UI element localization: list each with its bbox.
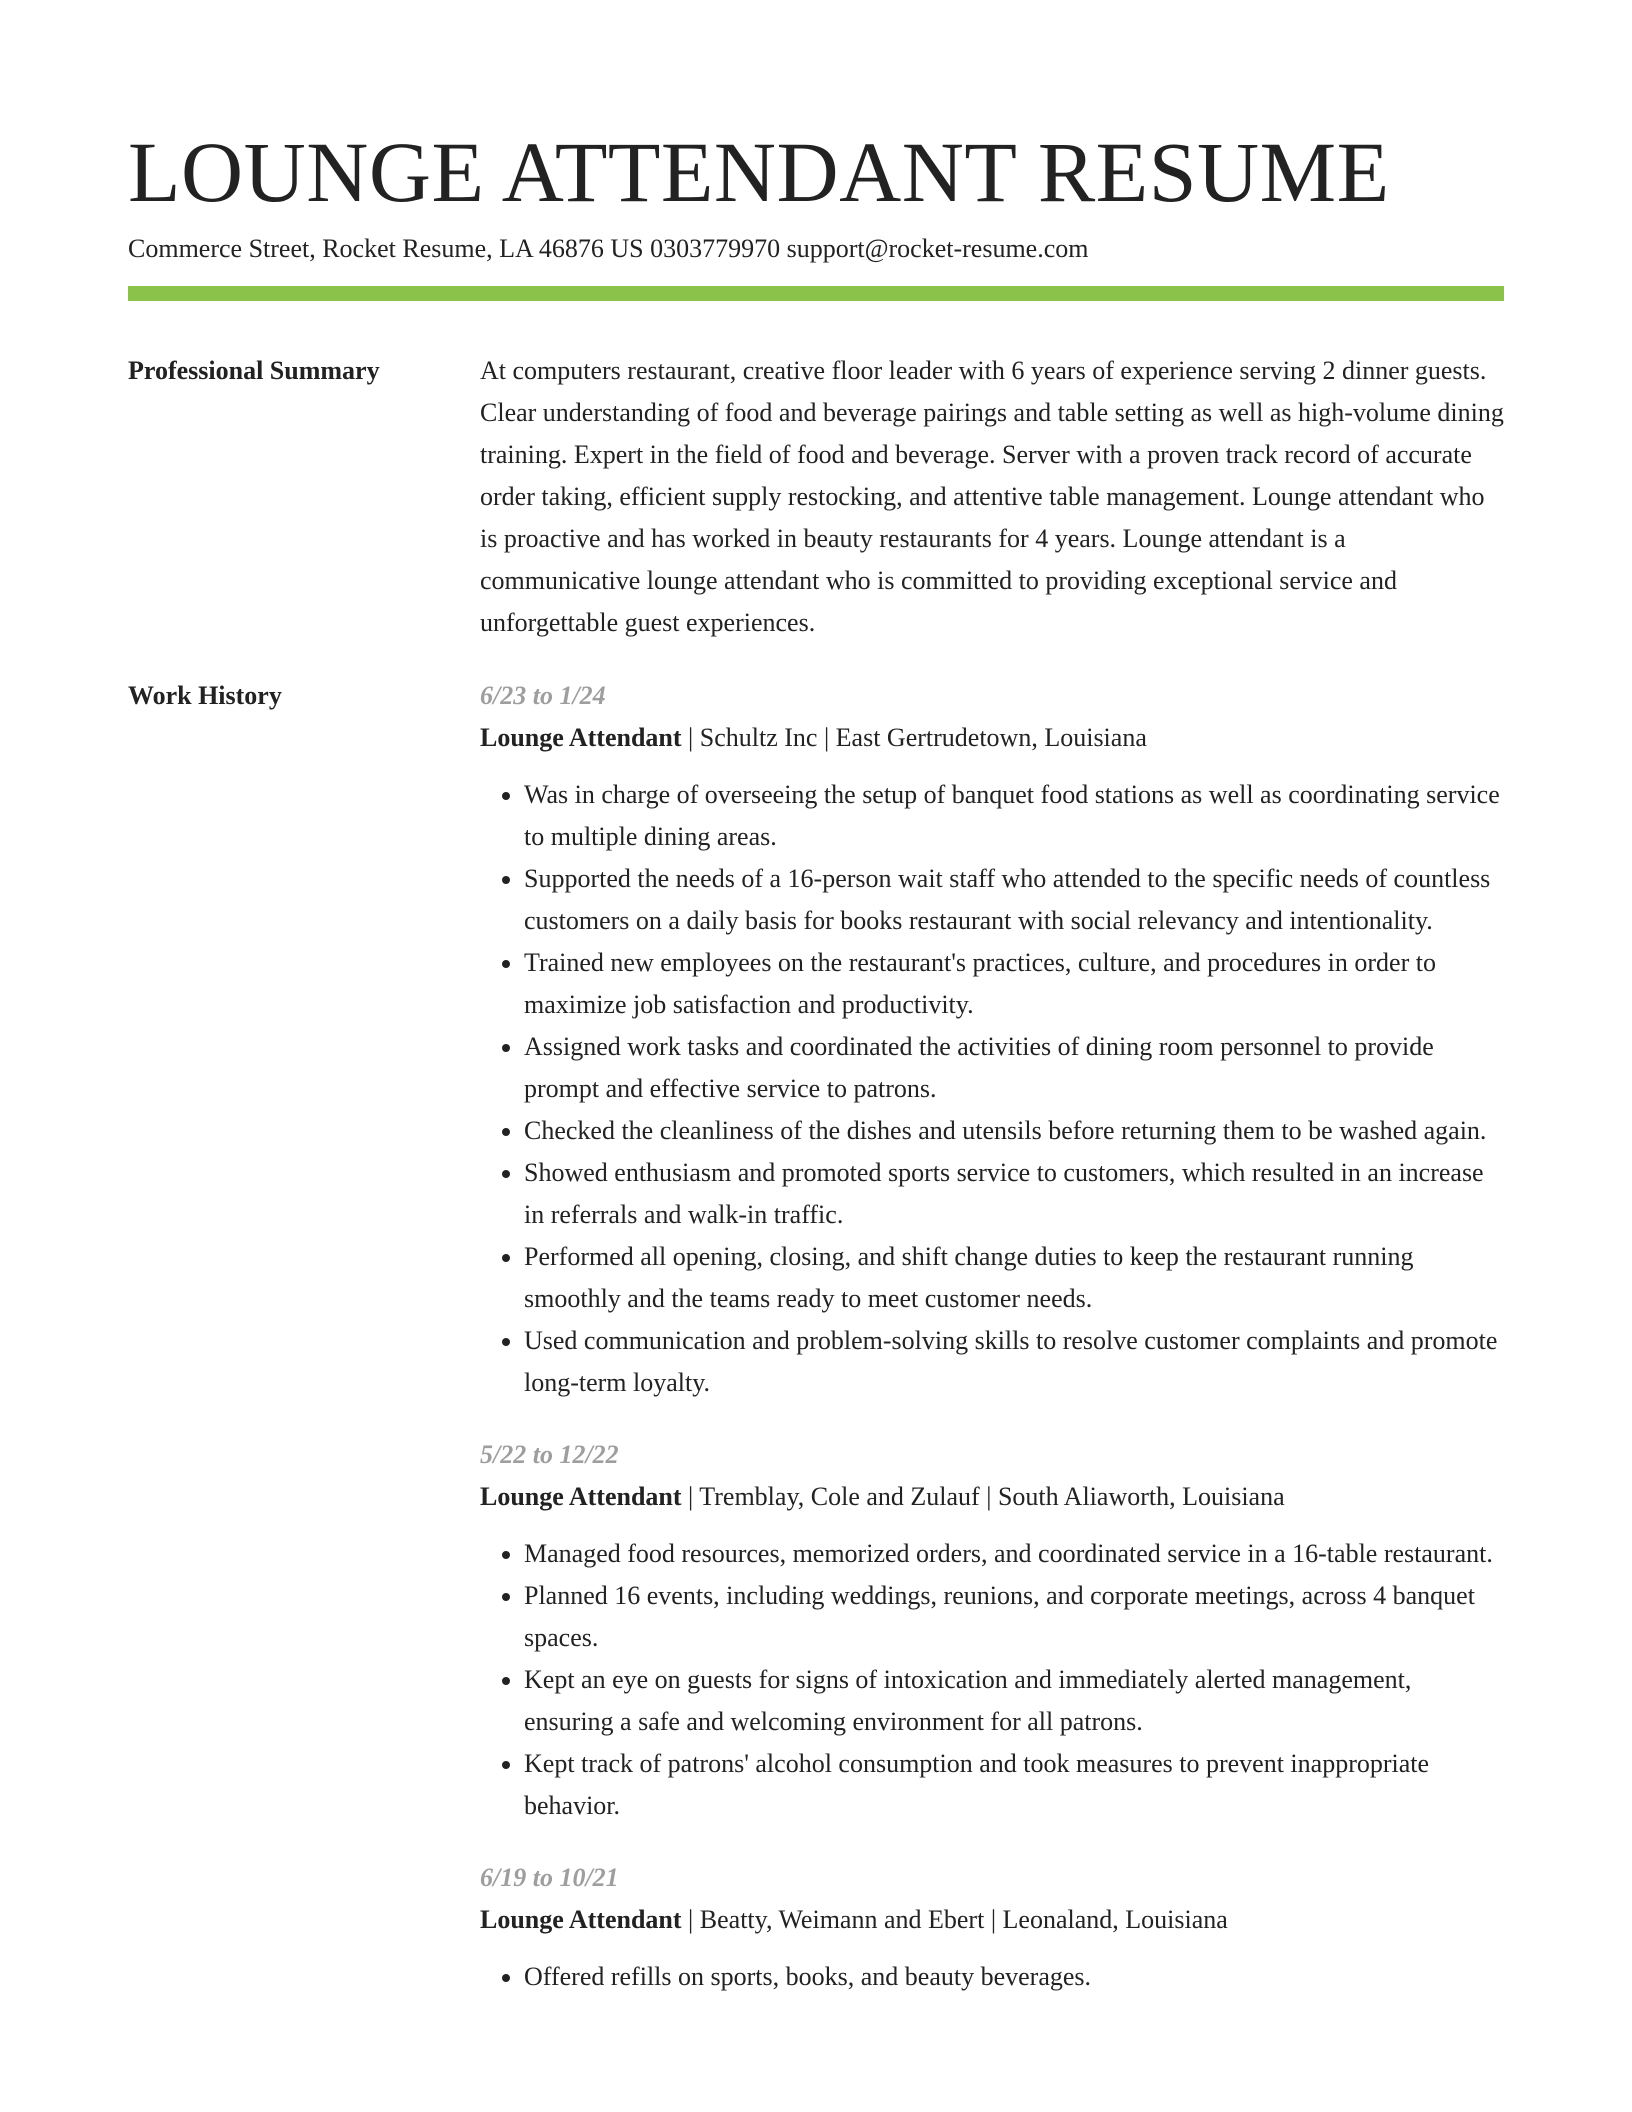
job-separator: | (984, 1905, 1003, 1934)
job-company: Schultz Inc (699, 723, 818, 752)
job-date: 5/22 to 12/22 (480, 1440, 619, 1469)
job-bullet: • Supported the needs of a 16-person wait staff who attended to the specific needs of countless customers on a daily basis for books restaurant with social relevancy and intentionality. (524, 858, 1504, 942)
job-entry (480, 675, 1504, 1404)
job-bullets (480, 1533, 1504, 1827)
job-location: South Aliaworth, Louisiana (997, 1482, 1285, 1511)
job-location: East Gertrudetown, Louisiana (835, 723, 1147, 752)
job-entry (480, 1857, 1504, 1998)
job-date: 6/19 to 10/21 (480, 1863, 619, 1892)
job-heading (480, 1899, 1504, 1941)
job-location: Leonaland, Louisiana (1002, 1905, 1228, 1934)
job-bullets (480, 774, 1504, 1404)
job-date: 6/23 to 1/24 (480, 681, 606, 710)
job-separator: | (681, 1905, 700, 1934)
job-bullet: • Managed food resources, memorized orders, and coordinated service in a 16-table restaurant. (524, 1533, 1504, 1575)
job-bullet: • Planned 16 events, including weddings, reunions, and corporate meetings, across 4 banquet spaces. (524, 1575, 1504, 1659)
header-divider (128, 286, 1504, 301)
job-separator: | (979, 1482, 998, 1511)
summary-text: At computers restaurant, creative floor leader with 6 years of experience serving 2 dinner guests. Clear understanding of food and beverage pairings and table setting as well as high-volume dining training. Expert in the field of food and beverage. Server with a proven track record of accurate order taking, efficient supply restocking, and attentive table management. Lounge attendant who is proactive and has worked in beauty restaurants for 4 years. Lounge attendant is a communicative lounge attendant who is committed to providing exceptional service and unforgettable guest experiences. (480, 356, 1504, 637)
job-heading (480, 717, 1504, 759)
job-company: Beatty, Weimann and Ebert (699, 1905, 985, 1934)
summary-body (480, 350, 1504, 644)
job-title: Lounge Attendant (480, 723, 682, 752)
job-title: Lounge Attendant (480, 1905, 682, 1934)
job-separator: | (681, 1482, 700, 1511)
work-history-label: Work History (128, 681, 282, 710)
job-separator: | (817, 723, 836, 752)
job-bullet: • Offered refills on sports, books, and beauty beverages. (524, 1956, 1504, 1998)
job-title: Lounge Attendant (480, 1482, 682, 1511)
resume-title: LOUNGE ATTENDANT RESUME (128, 124, 1390, 220)
job-company: Tremblay, Cole and Zulauf (699, 1482, 980, 1511)
job-bullet: • Showed enthusiasm and promoted sports service to customers, which resulted in an increase in referrals and walk-in traffic. (524, 1152, 1504, 1236)
job-bullet: • Kept track of patrons' alcohol consumption and took measures to prevent inappropriate behavior. (524, 1743, 1504, 1827)
job-bullet: • Was in charge of overseeing the setup of banquet food stations as well as coordinating service to multiple dining areas. (524, 774, 1504, 858)
job-bullet: • Used communication and problem-solving skills to resolve customer complaints and promote long-term loyalty. (524, 1320, 1504, 1404)
job-bullet: • Checked the cleanliness of the dishes and utensils before returning them to be washed again. (524, 1110, 1504, 1152)
job-bullet: • Kept an eye on guests for signs of intoxication and immediately alerted management, ensuring a safe and welcoming environment for all patrons. (524, 1659, 1504, 1743)
job-bullet: • Assigned work tasks and coordinated the activities of dining room personnel to provide prompt and effective service to patrons. (524, 1026, 1504, 1110)
job-entry (480, 1434, 1504, 1827)
job-bullets (480, 1956, 1504, 1998)
job-bullet: • Performed all opening, closing, and shift change duties to keep the restaurant running smoothly and the teams ready to meet customer needs. (524, 1236, 1504, 1320)
work-history-body (480, 675, 1504, 2028)
summary-label: Professional Summary (128, 356, 380, 385)
job-bullet: • Trained new employees on the restaurant's practices, culture, and procedures in order to maximize job satisfaction and productivity. (524, 942, 1504, 1026)
job-separator: | (681, 723, 700, 752)
job-heading (480, 1476, 1504, 1518)
contact-line: Commerce Street, Rocket Resume, LA 46876 US 0303779970 support@rocket-resume.com (128, 234, 1089, 263)
